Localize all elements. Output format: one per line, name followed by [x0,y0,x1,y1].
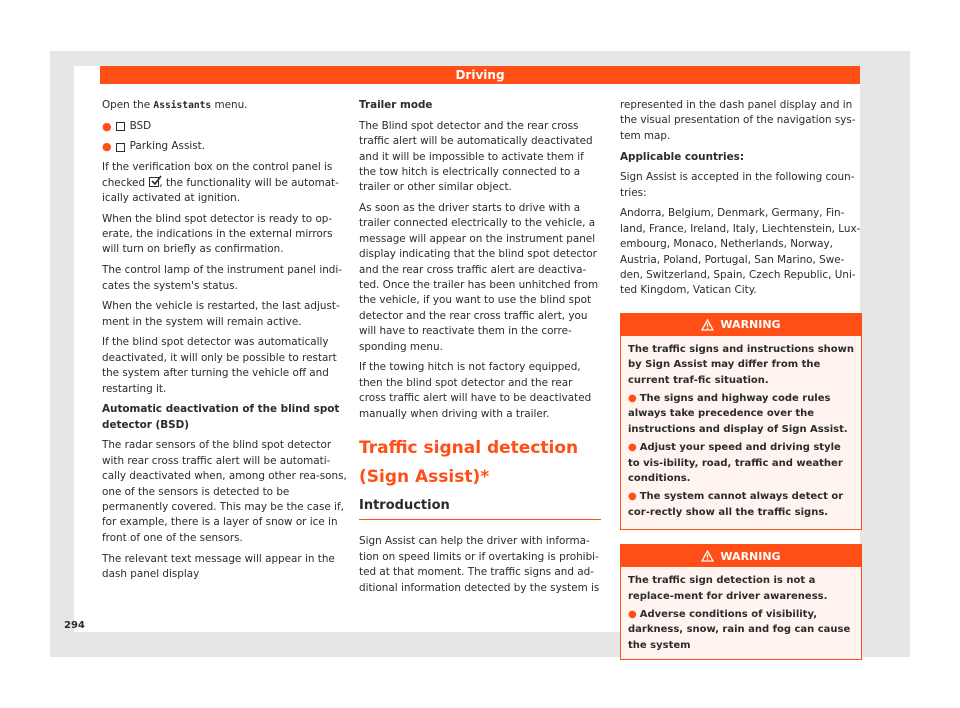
bullet-icon: ● [628,609,637,621]
bullet-icon: ● [628,442,637,454]
paragraph: Sign Assist can help the driver with informa-tion on speed limits or if overtaking is prohibi-ted at that moment. The traffic signs and ad-ditional information detected by the system is [359,535,600,594]
warning-bullet: ● Adjust your speed and driving style to vis-ibility, road, traffic and weather conditions. [628,442,843,485]
subsection-heading: Automatic deactivation of the blind spot detector (BSD) [102,403,340,431]
paragraph: When the vehicle is restarted, the last adjust-ment in the system will remain active. [102,300,340,328]
checked-box-icon [149,177,159,187]
paragraph: If the blind spot detector was automatically deactivated, it will only be possible to restart the system after turning the vehicle off and restarting it. [102,336,337,395]
subsection-heading: Applicable countries: [620,150,745,163]
warning-header: WARNING [621,545,861,567]
warning-box [620,544,862,660]
warning-bullet: ● Adverse conditions of visibility, darkness, snow, rain and fog can cause the system [628,609,851,651]
paragraph: When the blind spot detector is ready to op-erate, the indications in the external mirrors will turn on briefly as confirmation. [102,212,333,256]
warning-intro: The traffic sign detection is not a replace-ment for driver awareness. [628,575,828,602]
paragraph: As soon as the driver starts to drive with a trailer connected electrically to the vehicle, a message will appear on the instrument panel display indicating that the blind spot detector and the rear cross traffic alert are deactiva-ted. Once the trailer has been unhitched from the vehicle, if you want to use the blind spot detector and the rear cross traffic alert, you will have to reactivate them in the corre-sponding menu. [359,202,599,353]
paragraph: Andorra, Belgium, Denmark, Germany, Fin-land, France, Ireland, Italy, Liechtenstein, Lux-embourg, Monaco, Netherlands, Norway, Austria, Poland, Portugal, San Marino, Swe-den, Switzerland, Spain, Czech Republic, Uni-ted Kingdom, Vatican City. [620,207,861,297]
chapter-title: Driving [455,68,505,82]
bullet-icon: ● [102,119,112,133]
checkbox-icon [116,143,125,152]
warning-body [621,336,861,520]
paragraph: The radar sensors of the blind spot detector with rear cross traffic alert will be automati-cally deactivated when, among other rea-sons, one of the sensors is detected to be permanently covered. This may be the case if, for example, there is a layer of snow or ice in front of one of the sensors. [102,439,347,544]
open-menu-instruction: Open the Assistants menu. [102,99,248,111]
bullet-icon: ● [628,491,637,503]
warning-triangle-icon [701,550,714,562]
warning-body [621,567,861,653]
column-left [102,98,348,588]
column-middle [359,98,601,601]
warning-intro: The traffic signs and instructions shown by Sign Assist may differ from the current traf-fic situation. [628,343,855,386]
section-heading: Traffic signal detection (Sign Assist)* [359,438,579,488]
bullet-icon: ● [102,140,112,154]
subsection-heading: Trailer mode [359,99,433,111]
option-bsd: ● BSD [102,119,152,133]
paragraph: represented in the dash panel display and in the visual presentation of the navigation sys-tem map. [620,99,856,142]
warning-header: WARNING [621,314,861,336]
warning-bullet: ● The signs and highway code rules always take precedence over the instructions and display of Sign Assist. [628,392,848,435]
verification-paragraph: If the verification box on the control panel is checked , the functionality will be automat-ically activated at ignition. [102,161,339,204]
page-number: 294 [64,620,85,631]
paragraph: The control lamp of the instrument panel indi-cates the system's status. [102,264,343,292]
column-right [620,98,862,674]
paragraph: If the towing hitch is not factory equipped, then the blind spot detector and the rear cross traffic alert will have to be deactivated manually when driving with a trailer. [359,361,592,420]
paragraph: The Blind spot detector and the rear cross traffic alert will be automatically deactivated and it will be impossible to activate them if the tow hitch is electrically connected to a trailer or other similar object. [359,119,593,194]
warning-bullet: ● The system cannot always detect or cor-rectly show all the traffic signs. [628,491,844,518]
warning-triangle-icon [701,319,714,331]
warning-box [620,313,862,530]
option-parking-assist: ● Parking Assist. [102,140,206,154]
chapter-header [100,66,860,84]
checkbox-icon [116,122,125,131]
paragraph: Sign Assist is accepted in the following coun-tries: [620,171,855,199]
intro-heading: Introduction [359,498,601,520]
menu-name: Assistants [153,100,212,111]
paragraph: The relevant text message will appear in the dash panel display [102,552,335,580]
bullet-icon: ● [628,392,637,404]
